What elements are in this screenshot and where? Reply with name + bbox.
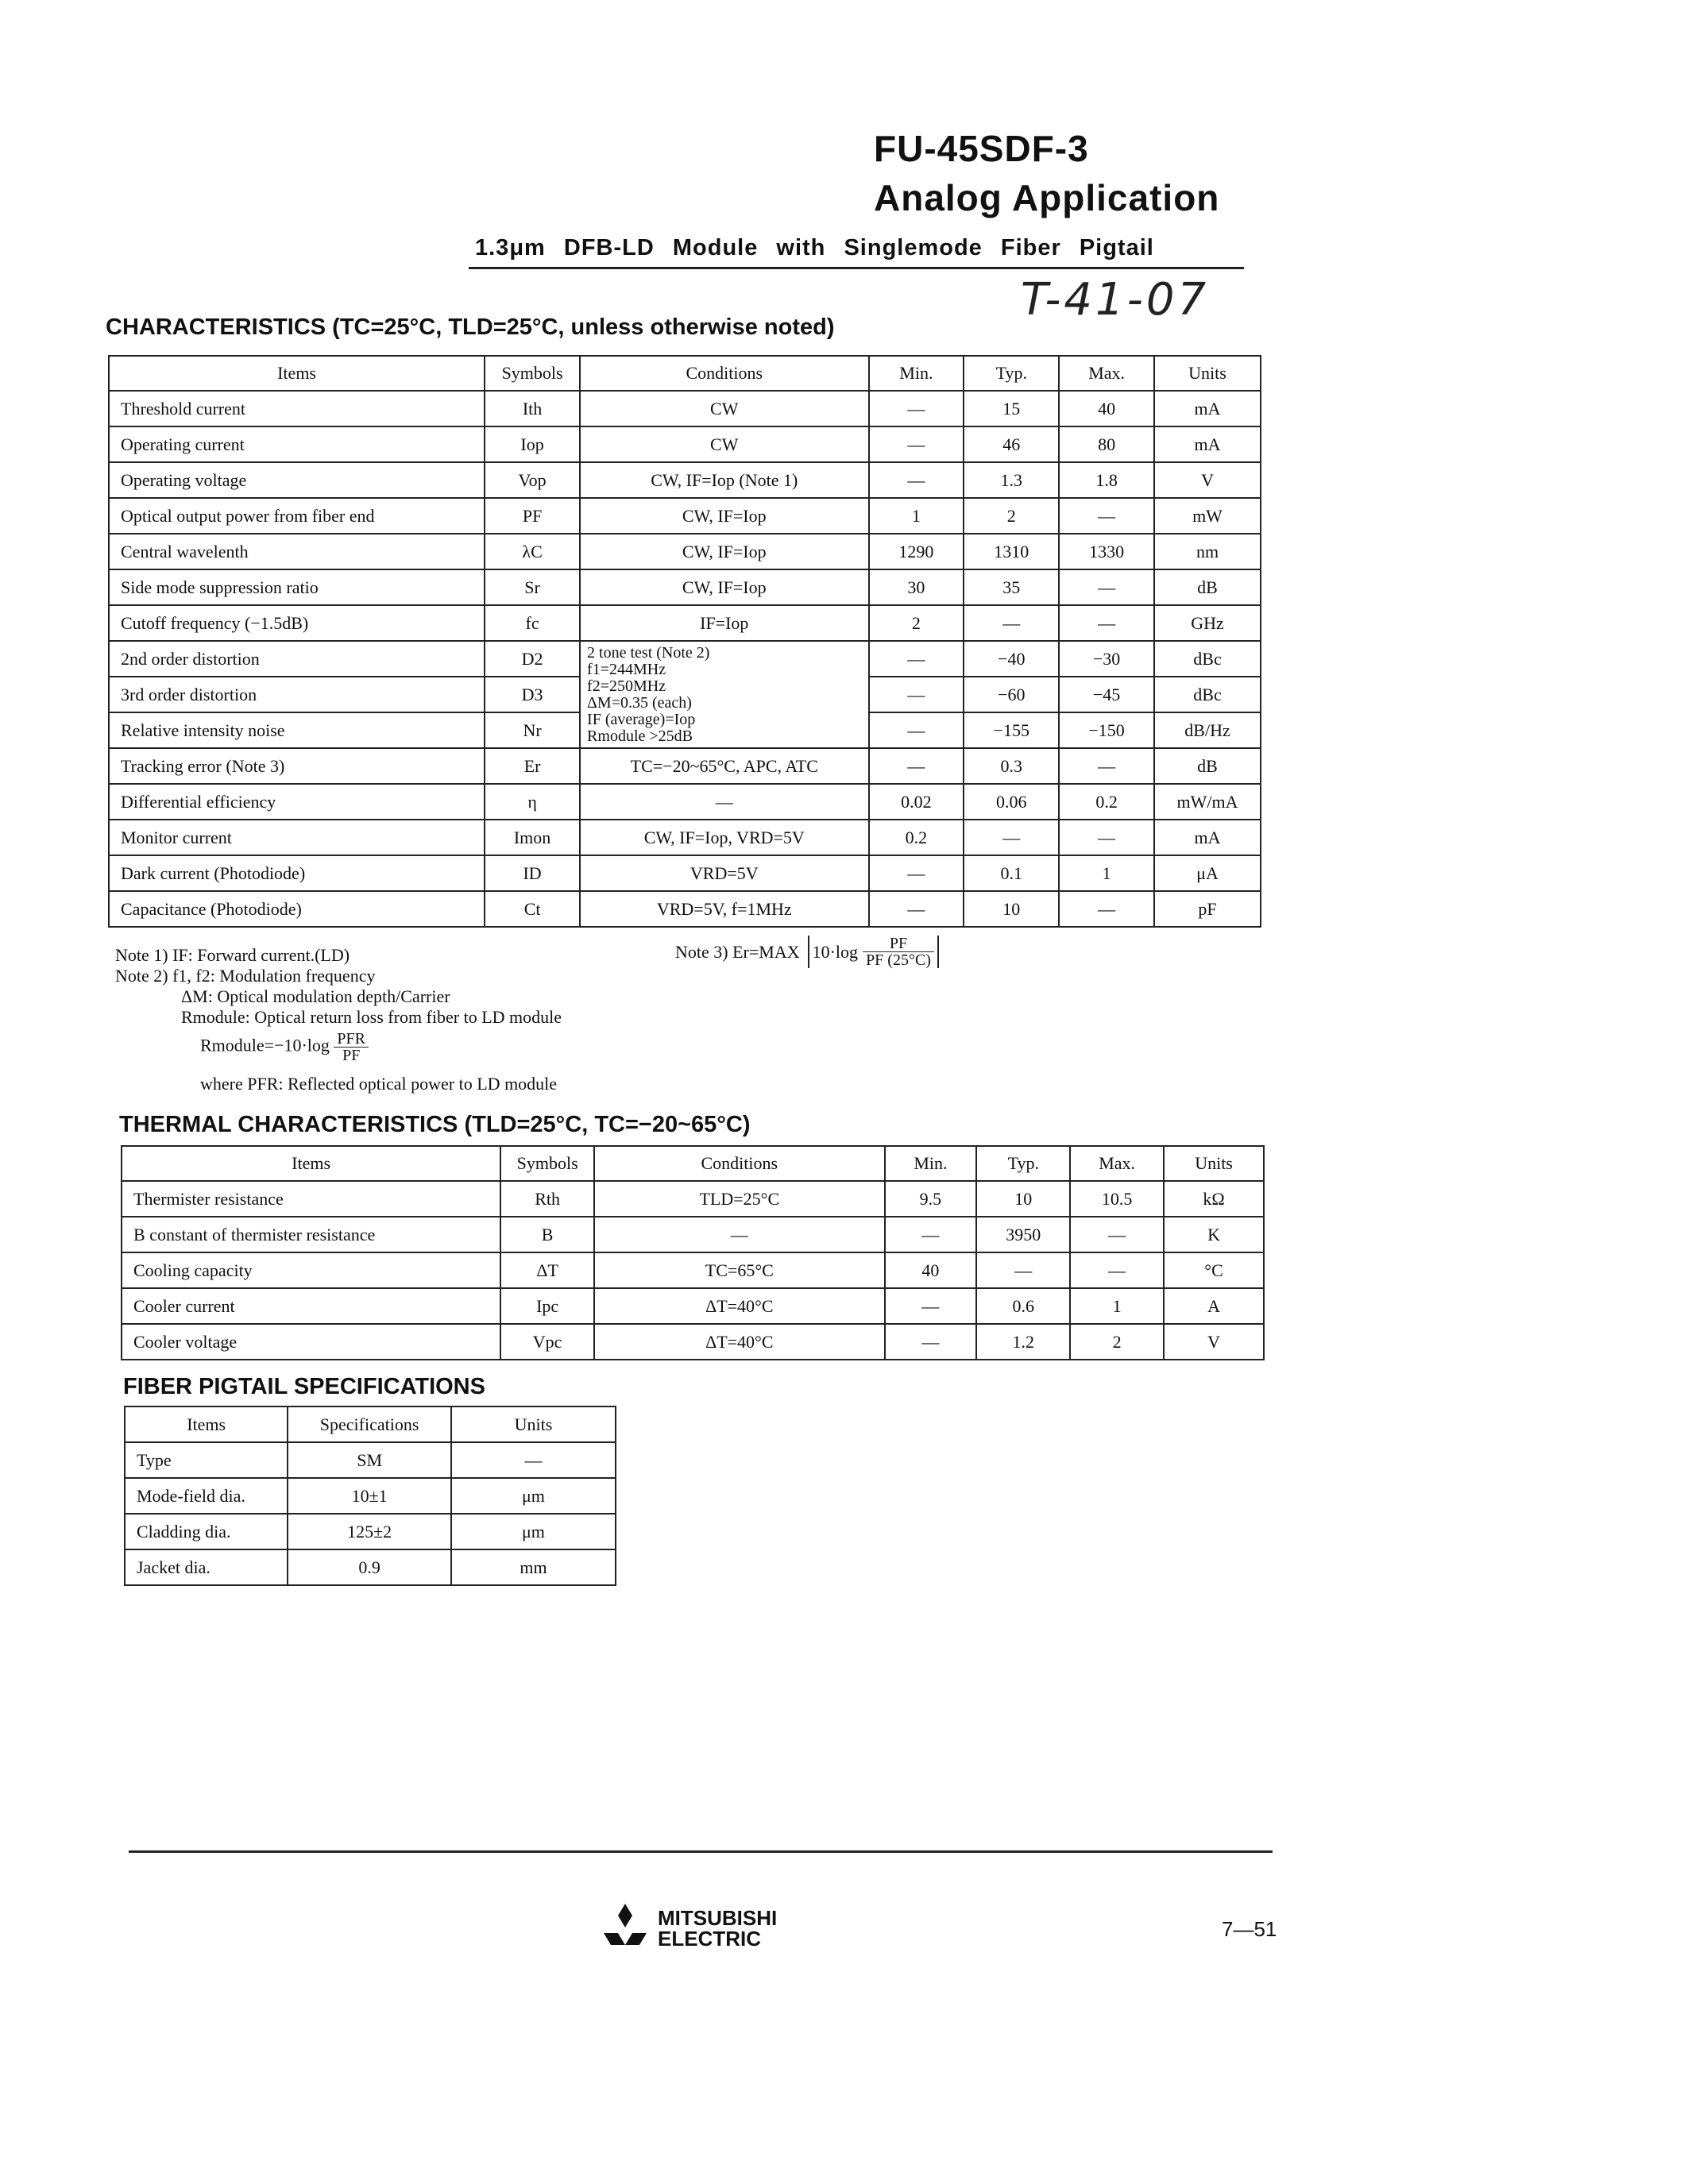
table-row xyxy=(122,1252,1264,1288)
typ-cell: — xyxy=(976,1252,1070,1288)
unit-cell: dB xyxy=(1154,748,1261,784)
unit-cell: — xyxy=(451,1442,616,1478)
handwritten-code: T-41-07 xyxy=(1021,274,1210,326)
item-cell: Threshold current xyxy=(109,391,485,426)
unit-cell: dB xyxy=(1154,569,1261,605)
typ-cell: 1.3 xyxy=(964,462,1059,498)
unit-cell: K xyxy=(1164,1217,1264,1252)
unit-cell: A xyxy=(1164,1288,1264,1324)
max-cell: 40 xyxy=(1059,391,1154,426)
max-cell: — xyxy=(1070,1252,1164,1288)
characteristics-title: CHARACTERISTICS (TC=25°C, TLD=25°C, unless otherwise noted) xyxy=(106,314,835,340)
table-row xyxy=(109,784,1261,820)
note-2-rmodule: Rmodule: Optical return loss from fiber to LD module xyxy=(181,1007,562,1027)
condition-cell: CW, IF=Iop xyxy=(580,569,868,605)
spec-cell: 0.9 xyxy=(288,1549,451,1585)
item-cell: Central wavelenth xyxy=(109,534,485,569)
column-header: Units xyxy=(451,1406,616,1442)
min-cell: — xyxy=(869,462,964,498)
symbol-cell: ΔT xyxy=(500,1252,594,1288)
table-row xyxy=(109,534,1261,569)
note-3-log: 10·log xyxy=(812,942,859,962)
unit-cell: mW/mA xyxy=(1154,784,1261,820)
min-cell: — xyxy=(869,855,964,891)
unit-cell: μm xyxy=(451,1514,616,1549)
thermal-table xyxy=(121,1145,1265,1360)
min-cell: — xyxy=(869,748,964,784)
table-row xyxy=(109,820,1261,855)
max-cell: — xyxy=(1059,569,1154,605)
max-cell: 0.2 xyxy=(1059,784,1154,820)
table-row xyxy=(125,1549,616,1585)
min-cell: — xyxy=(869,677,964,712)
min-cell: — xyxy=(869,891,964,927)
unit-cell: μA xyxy=(1154,855,1261,891)
unit-cell: mA xyxy=(1154,426,1261,462)
max-cell: 2 xyxy=(1070,1324,1164,1360)
header-rule xyxy=(469,267,1244,269)
min-cell: — xyxy=(869,391,964,426)
typ-cell: −155 xyxy=(964,712,1059,748)
max-cell: — xyxy=(1070,1217,1164,1252)
brand-name xyxy=(658,1908,777,1949)
min-cell: 40 xyxy=(885,1252,977,1288)
column-header: Symbols xyxy=(485,356,580,391)
item-cell: Differential efficiency xyxy=(109,784,485,820)
condition-cell: CW xyxy=(580,426,868,462)
column-header: Items xyxy=(125,1406,288,1442)
min-cell: — xyxy=(869,641,964,677)
typ-cell: 46 xyxy=(964,426,1059,462)
table-header-row xyxy=(109,356,1261,391)
formula-denominator: PF xyxy=(342,1047,361,1064)
symbol-cell: Er xyxy=(485,748,580,784)
typ-cell: 15 xyxy=(964,391,1059,426)
symbol-cell: η xyxy=(485,784,580,820)
note-3 xyxy=(675,936,939,968)
unit-cell: mA xyxy=(1154,391,1261,426)
table-row xyxy=(109,462,1261,498)
item-cell: B constant of thermister resistance xyxy=(122,1217,500,1252)
item-cell: Optical output power from fiber end xyxy=(109,498,485,534)
max-cell: −45 xyxy=(1059,677,1154,712)
item-cell: 2nd order distortion xyxy=(109,641,485,677)
item-cell: Cladding dia. xyxy=(125,1514,288,1549)
condition-cell: IF=Iop xyxy=(580,605,868,641)
characteristics-table xyxy=(108,355,1261,928)
unit-cell: °C xyxy=(1164,1252,1264,1288)
max-cell: −30 xyxy=(1059,641,1154,677)
fiber-title: FIBER PIGTAIL SPECIFICATIONS xyxy=(123,1374,485,1399)
max-cell: −150 xyxy=(1059,712,1154,748)
item-cell: Monitor current xyxy=(109,820,485,855)
merged-condition-line: 2 tone test (Note 2) xyxy=(587,644,710,662)
table-header-row xyxy=(122,1146,1264,1181)
mitsubishi-logo-icon xyxy=(601,1902,649,1950)
typ-cell: 0.06 xyxy=(964,784,1059,820)
brand-line-2: ELECTRIC xyxy=(658,1927,761,1951)
typ-cell: 3950 xyxy=(976,1217,1070,1252)
table-row xyxy=(109,498,1261,534)
table-row xyxy=(122,1324,1264,1360)
brand-line-1: MITSUBISHI xyxy=(658,1906,778,1930)
unit-cell: mA xyxy=(1154,820,1261,855)
item-cell: Jacket dia. xyxy=(125,1549,288,1585)
column-header: Max. xyxy=(1059,356,1154,391)
item-cell: Relative intensity noise xyxy=(109,712,485,748)
condition-cell: TC=65°C xyxy=(594,1252,884,1288)
item-cell: Operating current xyxy=(109,426,485,462)
min-cell: 1290 xyxy=(869,534,964,569)
min-cell: 30 xyxy=(869,569,964,605)
item-cell: Cutoff frequency (−1.5dB) xyxy=(109,605,485,641)
unit-cell: mm xyxy=(451,1549,616,1585)
symbol-cell: Vpc xyxy=(500,1324,594,1360)
table-row xyxy=(122,1181,1264,1217)
note-3-numerator: PF xyxy=(863,936,934,952)
typ-cell: — xyxy=(964,605,1059,641)
typ-cell: 1.2 xyxy=(976,1324,1070,1360)
min-cell: 2 xyxy=(869,605,964,641)
item-cell: Type xyxy=(125,1442,288,1478)
min-cell: — xyxy=(885,1324,977,1360)
column-header: Conditions xyxy=(594,1146,884,1181)
note-3-lhs: Note 3) Er=MAX xyxy=(675,942,800,962)
symbol-cell: Iop xyxy=(485,426,580,462)
condition-cell: VRD=5V xyxy=(580,855,868,891)
symbol-cell: λC xyxy=(485,534,580,569)
unit-cell: V xyxy=(1164,1324,1264,1360)
typ-cell: 0.3 xyxy=(964,748,1059,784)
thermal-title: THERMAL CHARACTERISTICS (TLD=25°C, TC=−20~65°C) xyxy=(119,1112,751,1137)
unit-cell: dBc xyxy=(1154,641,1261,677)
unit-cell: nm xyxy=(1154,534,1261,569)
merged-condition-cell xyxy=(580,641,868,748)
condition-cell: CW, IF=Iop (Note 1) xyxy=(580,462,868,498)
symbol-cell: Ct xyxy=(485,891,580,927)
application-title: Analog Application xyxy=(874,177,1220,218)
column-header: Typ. xyxy=(964,356,1059,391)
note-3-denominator: PF (25°C) xyxy=(866,951,931,969)
symbol-cell: Sr xyxy=(485,569,580,605)
max-cell: 80 xyxy=(1059,426,1154,462)
typ-cell: 10 xyxy=(976,1181,1070,1217)
max-cell: 10.5 xyxy=(1070,1181,1164,1217)
typ-cell: 10 xyxy=(964,891,1059,927)
formula-fraction xyxy=(334,1031,369,1063)
min-cell: 0.2 xyxy=(869,820,964,855)
footer-rule xyxy=(129,1850,1273,1853)
symbol-cell: D2 xyxy=(485,641,580,677)
column-header: Specifications xyxy=(288,1406,451,1442)
min-cell: — xyxy=(869,712,964,748)
condition-cell: VRD=5V, f=1MHz xyxy=(580,891,868,927)
condition-cell: — xyxy=(594,1217,884,1252)
condition-cell: — xyxy=(580,784,868,820)
symbol-cell: Rth xyxy=(500,1181,594,1217)
typ-cell: −60 xyxy=(964,677,1059,712)
min-cell: — xyxy=(869,426,964,462)
table-row xyxy=(109,605,1261,641)
symbol-cell: Imon xyxy=(485,820,580,855)
item-cell: Cooler current xyxy=(122,1288,500,1324)
max-cell: — xyxy=(1059,498,1154,534)
page-number: 7—51 xyxy=(1222,1917,1277,1941)
column-header: Conditions xyxy=(580,356,868,391)
table-row xyxy=(109,748,1261,784)
unit-cell: μm xyxy=(451,1478,616,1514)
table-row xyxy=(125,1442,616,1478)
max-cell: 1.8 xyxy=(1059,462,1154,498)
condition-cell: CW, IF=Iop, VRD=5V xyxy=(580,820,868,855)
note-2-formula xyxy=(200,1031,369,1063)
table-row xyxy=(109,391,1261,426)
typ-cell: 2 xyxy=(964,498,1059,534)
unit-cell: dB/Hz xyxy=(1154,712,1261,748)
condition-cell: CW, IF=Iop xyxy=(580,534,868,569)
symbol-cell: Vop xyxy=(485,462,580,498)
column-header: Max. xyxy=(1070,1146,1164,1181)
merged-condition-line: f1=244MHz xyxy=(587,661,666,678)
product-subtitle: 1.3μm DFB-LD Module with Singlemode Fiber Pigtail xyxy=(475,235,1154,260)
item-cell: 3rd order distortion xyxy=(109,677,485,712)
column-header: Min. xyxy=(885,1146,977,1181)
item-cell: Side mode suppression ratio xyxy=(109,569,485,605)
item-cell: Mode-field dia. xyxy=(125,1478,288,1514)
table-row xyxy=(109,569,1261,605)
condition-cell: ΔT=40°C xyxy=(594,1288,884,1324)
column-header: Units xyxy=(1154,356,1261,391)
typ-cell: 0.6 xyxy=(976,1288,1070,1324)
max-cell: 1 xyxy=(1070,1288,1164,1324)
min-cell: 0.02 xyxy=(869,784,964,820)
table-row xyxy=(122,1288,1264,1324)
symbol-cell: Ipc xyxy=(500,1288,594,1324)
table-row xyxy=(125,1478,616,1514)
symbol-cell: fc xyxy=(485,605,580,641)
typ-cell: 0.1 xyxy=(964,855,1059,891)
unit-cell: mW xyxy=(1154,498,1261,534)
typ-cell: 35 xyxy=(964,569,1059,605)
column-header: Symbols xyxy=(500,1146,594,1181)
min-cell: 1 xyxy=(869,498,964,534)
unit-cell: kΩ xyxy=(1164,1181,1264,1217)
abs-bracket xyxy=(808,936,939,968)
item-cell: Thermister resistance xyxy=(122,1181,500,1217)
max-cell: — xyxy=(1059,820,1154,855)
fiber-table xyxy=(124,1406,616,1586)
column-header: Typ. xyxy=(976,1146,1070,1181)
condition-cell: CW, IF=Iop xyxy=(580,498,868,534)
spec-cell: 125±2 xyxy=(288,1514,451,1549)
table-header-row xyxy=(125,1406,616,1442)
part-number: FU-45SDF-3 xyxy=(874,128,1089,169)
symbol-cell: PF xyxy=(485,498,580,534)
note-3-fraction xyxy=(863,936,934,968)
table-row xyxy=(109,891,1261,927)
min-cell: — xyxy=(885,1217,977,1252)
max-cell: — xyxy=(1059,748,1154,784)
spec-cell: SM xyxy=(288,1442,451,1478)
formula-numerator: PFR xyxy=(334,1031,369,1048)
condition-cell: TLD=25°C xyxy=(594,1181,884,1217)
note-2-where: where PFR: Reflected optical power to LD module xyxy=(200,1074,558,1094)
table-row xyxy=(109,855,1261,891)
min-cell: — xyxy=(885,1288,977,1324)
item-cell: Capacitance (Photodiode) xyxy=(109,891,485,927)
table-row xyxy=(125,1514,616,1549)
condition-cell: CW xyxy=(580,391,868,426)
condition-cell: ΔT=40°C xyxy=(594,1324,884,1360)
note-2-depth: ΔM: Optical modulation depth/Carrier xyxy=(181,986,450,1006)
unit-cell: GHz xyxy=(1154,605,1261,641)
symbol-cell: ID xyxy=(485,855,580,891)
typ-cell: — xyxy=(964,820,1059,855)
symbol-cell: Nr xyxy=(485,712,580,748)
item-cell: Tracking error (Note 3) xyxy=(109,748,485,784)
note-1: Note 1) IF: Forward current.(LD) xyxy=(115,945,350,965)
condition-cell: TC=−20~65°C, APC, ATC xyxy=(580,748,868,784)
typ-cell: 1310 xyxy=(964,534,1059,569)
formula-lhs: Rmodule=−10·log xyxy=(200,1035,330,1055)
item-cell: Cooling capacity xyxy=(122,1252,500,1288)
max-cell: 1330 xyxy=(1059,534,1154,569)
table-row xyxy=(122,1217,1264,1252)
item-cell: Operating voltage xyxy=(109,462,485,498)
note-2: Note 2) f1, f2: Modulation frequency xyxy=(115,966,376,986)
max-cell: 1 xyxy=(1059,855,1154,891)
item-cell: Cooler voltage xyxy=(122,1324,500,1360)
column-header: Min. xyxy=(869,356,964,391)
symbol-cell: D3 xyxy=(485,677,580,712)
unit-cell: dBc xyxy=(1154,677,1261,712)
spec-cell: 10±1 xyxy=(288,1478,451,1514)
symbol-cell: Ith xyxy=(485,391,580,426)
merged-condition-line: ΔM=0.35 (each) xyxy=(587,694,692,712)
symbol-cell: B xyxy=(500,1217,594,1252)
item-cell: Dark current (Photodiode) xyxy=(109,855,485,891)
column-header: Units xyxy=(1164,1146,1264,1181)
merged-condition-line: Rmodule >25dB xyxy=(587,727,693,745)
table-row xyxy=(109,641,1261,677)
column-header: Items xyxy=(109,356,485,391)
max-cell: — xyxy=(1059,891,1154,927)
min-cell: 9.5 xyxy=(885,1181,977,1217)
unit-cell: pF xyxy=(1154,891,1261,927)
table-row xyxy=(109,426,1261,462)
typ-cell: −40 xyxy=(964,641,1059,677)
unit-cell: V xyxy=(1154,462,1261,498)
merged-condition-line: IF (average)=Iop xyxy=(587,711,696,728)
merged-condition-line: f2=250MHz xyxy=(587,677,666,695)
column-header: Items xyxy=(122,1146,500,1181)
max-cell: — xyxy=(1059,605,1154,641)
